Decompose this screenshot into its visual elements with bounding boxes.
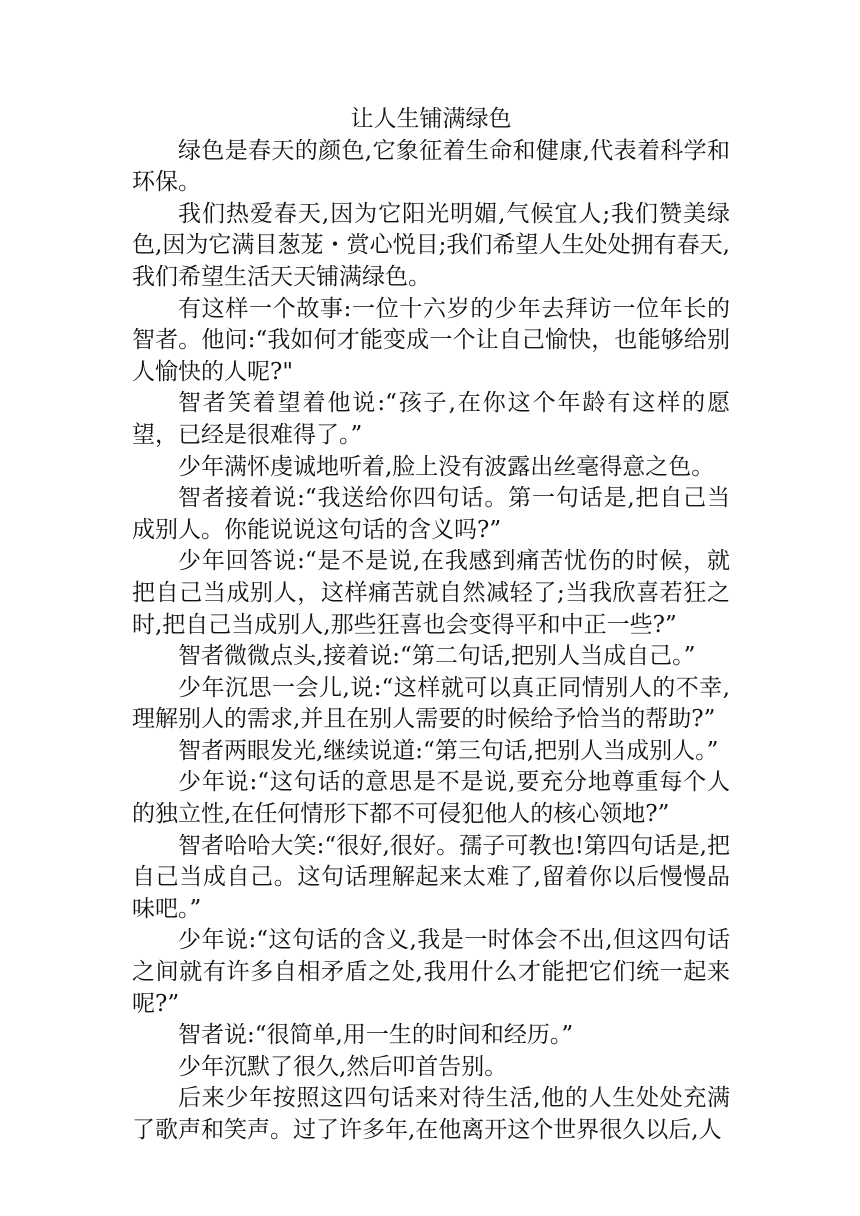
paragraph: 少年说:“这句话的含义,我是一时体会不出,但这四句话之间就有许多自相矛盾之处,我用什么才能把它们统一起来呢?”	[132, 927, 730, 1017]
paragraph: 少年说:“这句话的意思是不是说,要充分地尊重每个人的独立性,在任何情形下都不可侵犯他人的核心领地?”	[132, 769, 730, 828]
paragraph: 后来少年按照这四句话来对待生活,他的人生处处充满了歌声和笑声。过了许多年,在他离开这个世界很久以后,人	[132, 1085, 730, 1143]
paragraph: 少年沉默了很久,然后叩首告别。	[178, 1053, 508, 1080]
paragraph: 绿色是春天的颜色,它象征着生命和健康,代表着科学和环保。	[132, 137, 730, 196]
paragraph: 我们热爱春天,因为它阳光明媚,气候宜人;我们赞美绿色,因为它满目葱茏・赏心悦目;我们希望人生处处拥有春天,我们希望生活天天铺满绿色。	[132, 200, 730, 290]
paragraph: 少年沉思一会儿,说:“这样就可以真正同情别人的不幸,理解别人的需求,并且在别人需要的时候给予恰当的帮助?”	[132, 674, 730, 733]
paragraph: 智者哈哈大笑:“很好,很好。孺子可教也!第四句话是,把自己当成自己。这句话理解起来太难了,留着你以后慢慢品味吧。”	[132, 832, 730, 922]
document-body	[132, 104, 730, 1147]
paragraph: 智者微微点头,接着说:“第二句话,把别人当成自己。”	[178, 643, 696, 670]
paragraph: 智者笑着望着他说:“孩子,在你这个年龄有这样的愿望，已经是很难得了。”	[132, 390, 730, 448]
paragraph: 智者接着说:“我送给你四句话。第一句话是,把自己当成别人。你能说说这句话的含义吗?”	[132, 485, 730, 543]
paragraph: 有这样一个故事:一位十六岁的少年去拜访一位年长的智者。他问:“我如何才能变成一个让自己愉快，也能够给别人愉快的人呢?"	[132, 295, 730, 385]
paragraph: 少年回答说:“是不是说,在我感到痛苦忧伤的时候，就把自己当成别人，这样痛苦就自然减轻了;当我欣喜若狂之时,把自己当成别人,那些狂喜也会变得平和中正一些?”	[132, 548, 730, 638]
paragraph: 智者两眼发光,继续说道:“第三句话,把别人当成别人。”	[178, 737, 719, 764]
document-title: 让人生铺满绿色	[350, 106, 512, 132]
paragraph: 智者说:“很简单,用一生的时间和经历。”	[178, 1022, 574, 1049]
paragraph: 少年满怀虔诚地听着,脸上没有波露出丝毫得意之色。	[178, 453, 715, 480]
